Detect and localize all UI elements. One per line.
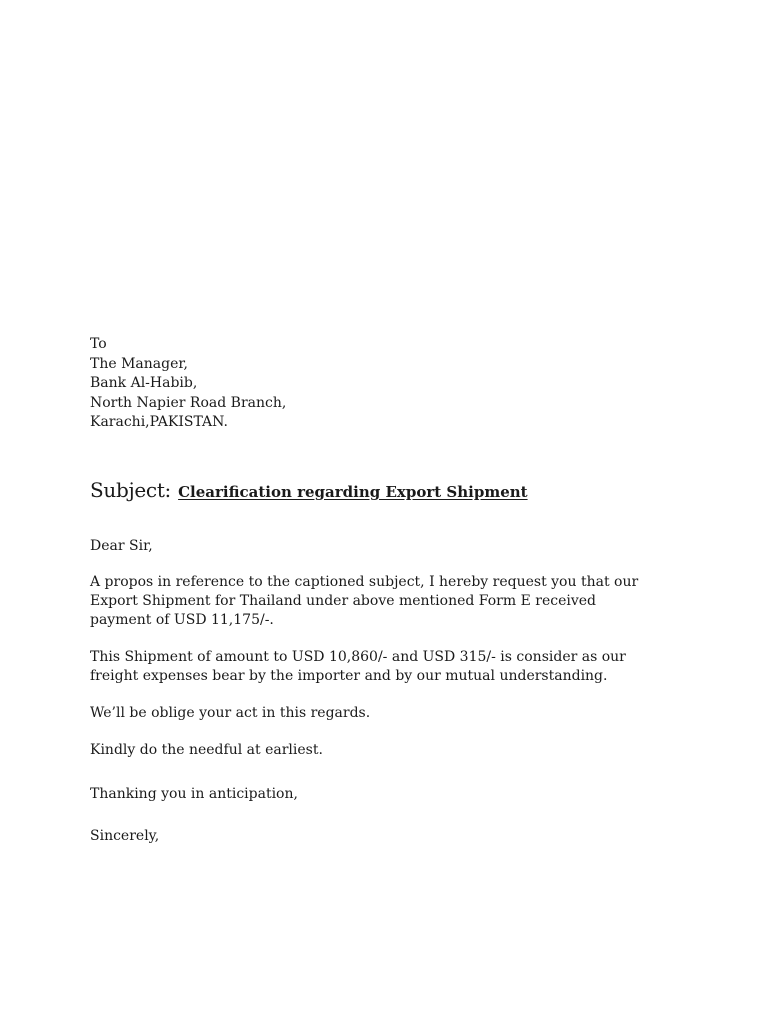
body-paragraph-amounts: This Shipment of amount to USD 10,860/- and USD 315/- is consider as our freight expenses bear by the importer and by our mutual understanding. [90,649,626,684]
body-paragraph-oblige: We’ll be oblige your act in this regards. [90,705,371,721]
body-paragraph-request: A propos in reference to the captioned subject, I hereby request you that our Export Shipment for Thailand under above mentioned Form E received payment of USD 11,175/-. [90,574,639,628]
recipient-address [90,335,286,433]
body-paragraph-kindly: Kindly do the needful at earliest. [90,742,323,758]
signoff: Sincerely, [90,828,160,844]
address-line-bank-name: Bank Al-Habib, [90,375,198,391]
address-line-recipient-title: The Manager, [90,355,188,372]
address-line-to: To [90,336,107,352]
subject-line [90,478,528,502]
address-line-branch: North Napier Road Branch, [90,394,287,411]
closing-line: Thanking you in anticipation, [90,786,298,802]
salutation: Dear Sir, [90,538,153,554]
subject-text: Clearification regarding Export Shipment [178,483,528,501]
address-line-city: Karachi,PAKISTAN. [90,414,228,430]
subject-label: Subject: [90,478,171,502]
